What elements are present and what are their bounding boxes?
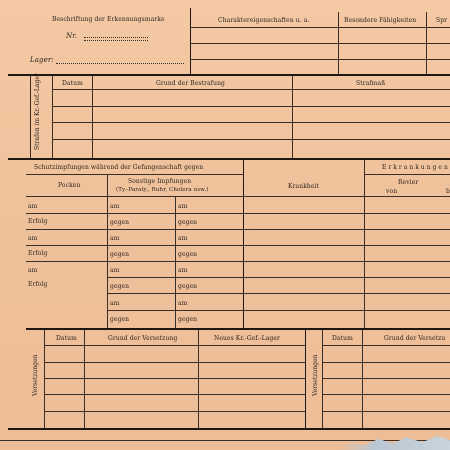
sonstige-gegen: gegen [178,251,198,258]
pocken-erfolg: Erfolg [28,218,48,225]
beschriftung-label: Beschriftung der Erkennungsmarke [52,16,165,23]
erkrankungen-row [243,245,450,246]
strafen-row [52,139,450,140]
sonstige-gegen: gegen [110,316,130,323]
strafen-frame [30,76,31,158]
versetzungen-right-side-label: Versetzungen [312,354,319,396]
erkrankungen-row [243,310,450,311]
nr-field-underline [84,40,148,41]
charakter-label: Charaktereigenschaften u. a. [218,17,310,24]
bis-header: b [446,188,450,195]
impfungen-row [26,245,244,246]
impfungen-row [26,229,244,230]
sonstige-gegen: gegen [178,316,198,323]
erkrankungen-title: Erkrankungen [382,164,450,171]
krankheit-header: Krankheit [288,183,320,190]
sonstige-am: am [110,267,120,274]
versetzungen-row [44,394,305,395]
pocken-erfolg: Erfolg [28,281,48,288]
erkrankungen-row [243,293,450,294]
revier-header: Revier [398,179,419,186]
section-rule [8,74,450,76]
pocken-header: Pocken [58,182,81,189]
pocken-erfolg: Erfolg [28,250,48,257]
strafen-row [52,89,450,90]
versetzungen-datum-header: Datum [56,335,77,342]
versetzungen-right-grund-header: Grund der Versetzu [384,335,446,342]
impfungen-col-line [107,174,108,328]
section-rule [8,158,450,160]
versetzungen-row [322,362,450,363]
impfungen-row [26,213,244,214]
lager-field[interactable] [56,63,184,64]
pocken-am: am [28,267,38,274]
sonstige-am: am [178,300,188,307]
sonstige-subheader: (Ty.-Paraty., Ruhr, Cholera usw.) [116,187,209,193]
erkrankungen-row [243,277,450,278]
strafen-strafmass-header: Strafmaß [356,80,386,87]
sonstige-am: am [178,203,188,210]
erkrankungen-rule [243,196,450,197]
versetzungen-row [44,345,305,346]
sonstige-am: am [178,235,188,242]
sonstige-am: am [110,235,120,242]
impfungen-row [26,261,244,262]
versetzungen-divider [305,330,306,428]
sonstige-gegen: gegen [178,283,198,290]
sonstige-header: Sonstige Impfungen [128,178,192,185]
sonstige-gegen: gegen [110,219,130,226]
impfungen-row [107,277,244,278]
strafen-datum-header: Datum [62,80,83,87]
impfungen-title: Schutzimpfungen während der Gefangenschaft gegen [34,164,204,171]
sprachen-label: Spr [436,17,448,24]
nr-field[interactable] [84,37,148,38]
sonstige-am: am [110,203,120,210]
impfungen-row [107,310,244,311]
lager-label: Lager: [30,56,54,64]
impfungen-erk-divider [243,160,244,328]
sonstige-am: am [110,300,120,307]
sonstige-am: am [178,267,188,274]
sonstige-gegen: gegen [110,283,130,290]
strafen-row [52,122,450,123]
erkrankungen-row [243,261,450,262]
versetzungen-row [44,411,305,412]
section-rule [26,328,450,330]
faehigkeiten-label: Besondere Fähigkeiten [344,17,417,24]
impfungen-rule [26,174,244,175]
erkrankungen-rule [364,174,450,175]
versetzungen-side-label: Versetzungen [32,354,39,396]
impfungen-rule [26,196,244,197]
versetzungen-right-datum-header: Datum [332,335,353,342]
versetzungen-lager-header: Neues Kr.-Gef.-Lager [214,335,280,342]
versetzungen-row [322,378,450,379]
header-rule [190,27,450,28]
versetzungen-row [322,345,450,346]
von-header: von [386,188,398,195]
versetzungen-row [322,411,450,412]
versetzungen-row [322,394,450,395]
versetzungen-grund-header: Grund der Versetzung [108,335,178,342]
erkrankungen-row [243,229,450,230]
strafen-row [52,106,450,107]
header-rule [190,59,450,60]
header-divider [190,8,191,74]
paper-tear [340,436,450,450]
impfungen-col-line [175,196,176,328]
sonstige-gegen: gegen [110,251,130,258]
strafen-side-label: Strafen im Kr.-Gef.-Lager [34,73,41,150]
strafen-grund-header: Grund der Bestrafung [156,80,225,87]
bottom-rule [8,428,450,430]
pocken-am: am [28,203,38,210]
header-rule [190,43,450,44]
sonstige-gegen: gegen [178,219,198,226]
erkrankungen-col-line [364,160,365,328]
erkrankungen-row [243,213,450,214]
nr-label: Nr. [66,32,78,40]
versetzungen-row [44,362,305,363]
impfungen-row [107,293,244,294]
versetzungen-row [44,378,305,379]
pocken-am: am [28,235,38,242]
